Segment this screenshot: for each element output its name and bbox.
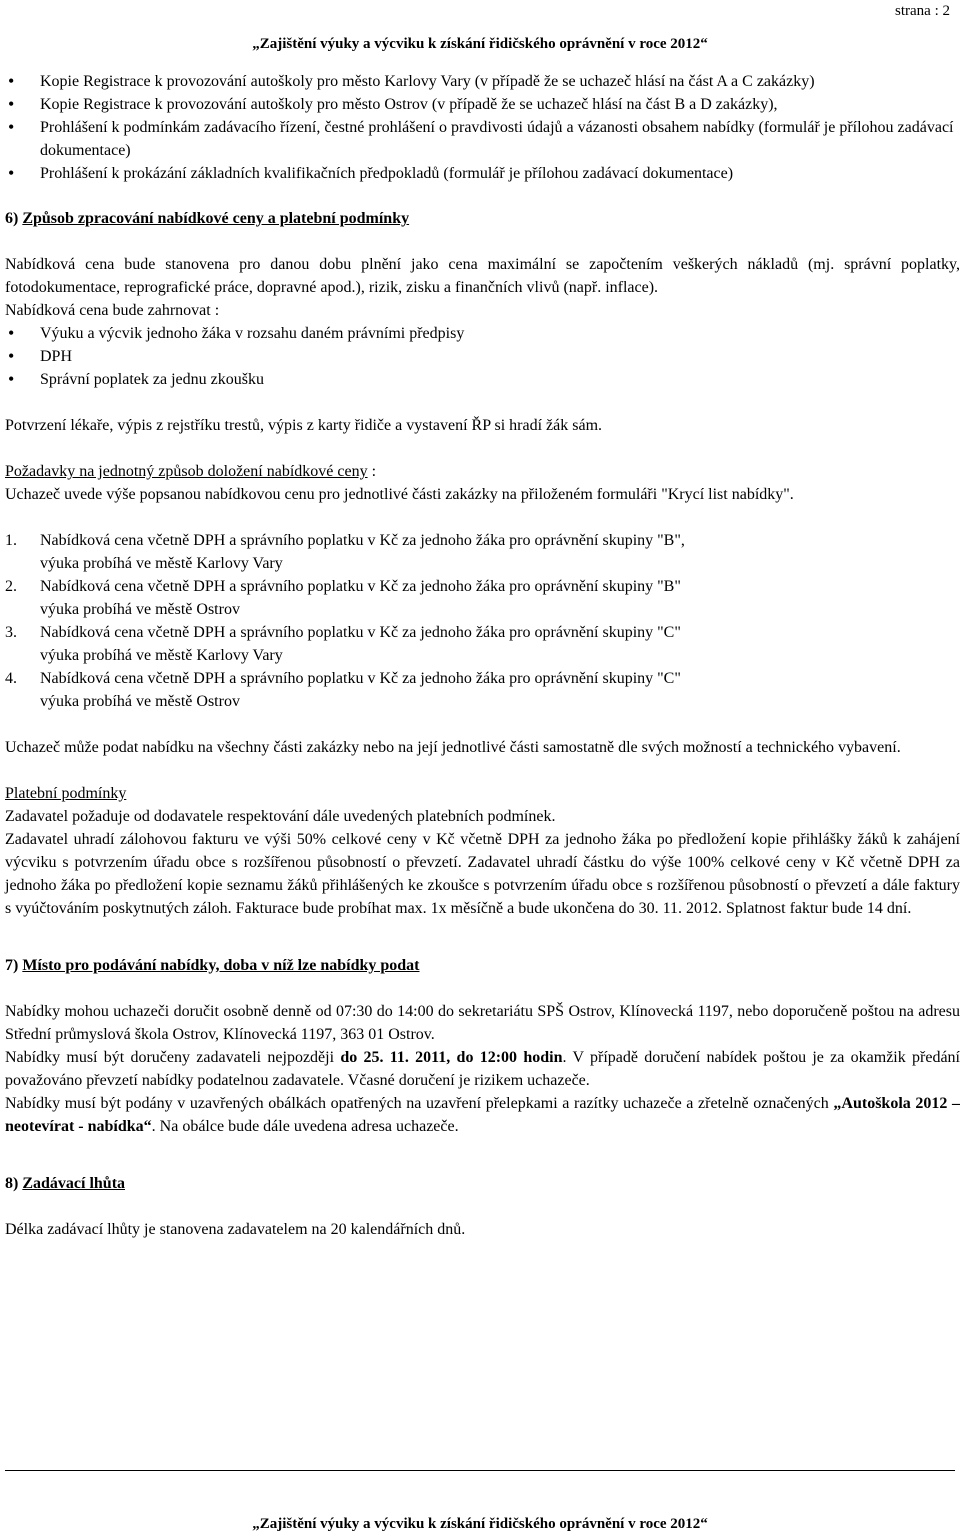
section-7-heading	[5, 954, 960, 977]
deadline-text: do 25. 11. 2011, do 12:00 hodin	[340, 1049, 563, 1066]
item-line: Nabídková cena včetně DPH a správního poplatku v Kč za jednoho žáka pro oprávnění skupiny "C"	[40, 624, 681, 641]
requirements-heading	[5, 460, 960, 483]
item-line: výuka probíhá ve městě Ostrov	[40, 693, 240, 710]
paragraph: Potvrzení lékaře, výpis z rejstříku trestů, výpis z karty řidiče a vystavení ŘP si hradí žák sám.	[5, 417, 603, 434]
section-number: 6)	[5, 210, 19, 227]
list-item: • Prohlášení k prokázání základních kvalifikačních předpokladů (formulář je přílohou zadávací dokumentace)	[5, 162, 960, 185]
footer-subtitle: „Zajištění výuky a výcviku k získání řidičského oprávnění v roce 2012“	[252, 1516, 708, 1532]
item-line: výuka probíhá ve městě Ostrov	[40, 601, 240, 618]
item-line: Nabídková cena včetně DPH a správního poplatku v Kč za jednoho žáka pro oprávnění skupiny "C"	[40, 670, 681, 687]
page-header	[0, 16, 960, 54]
list-item: • Správní poplatek za jednu zkoušku	[5, 368, 960, 391]
text-run: . Na obálce bude dále uvedena adresa uchazeče.	[151, 1118, 459, 1135]
item-line: Nabídková cena včetně DPH a správního poplatku v Kč za jednoho žáka pro oprávnění skupiny "B",	[40, 532, 685, 549]
item-line: výuka probíhá ve městě Karlovy Vary	[40, 555, 283, 572]
list-item: • Kopie Registrace k provozování autoškoly pro město Ostrov (v případě že se uchazeč hlásí na část B a D zakázky),	[5, 93, 960, 116]
envelope-label: „Autoškola 2012 – neotevírat - nabídka“	[5, 1095, 960, 1135]
section-title: Způsob zpracování nabídkové ceny a platební podmínky	[22, 210, 410, 227]
item-number: 3.	[5, 624, 17, 641]
list-item	[5, 529, 960, 575]
item-number: 1.	[5, 532, 17, 549]
header-subtitle: „Zajištění výuky a výcviku k získání řidičského oprávnění v roce 2012“	[252, 36, 708, 52]
list-item: • Kopie Registrace k provozování autoškoly pro město Karlovy Vary (v případě že se uchazeč hlásí na část A a C zakázky)	[5, 70, 960, 93]
paragraph: Uchazeč může podat nabídku na všechny části zakázky nebo na její jednotlivé části samostatně dle svých možností a technického vybavení.	[5, 739, 901, 756]
paragraph: Nabídková cena bude stanovena pro danou dobu plnění jako cena maximální se započtením veškerých nákladů (mj. správní poplatky, fotodokumentace, reprografické práce, dopravné apod.), rizik, zisku a finančních vlivů (např. inflace).	[5, 256, 960, 296]
item-line: Nabídková cena včetně DPH a správního poplatku v Kč za jednoho žáka pro oprávnění skupiny "B"	[40, 578, 681, 595]
section-6-heading	[5, 207, 960, 230]
text-run: Nabídky musí být doručeny zadavateli nejpozději	[5, 1049, 341, 1066]
section-title: Místo pro podávání nabídky, doba v níž lze nabídky podat	[22, 957, 420, 974]
page-number: strana : 2	[895, 3, 950, 19]
paragraph: Nabídková cena bude zahrnovat :	[5, 302, 220, 319]
item-number: 4.	[5, 670, 17, 687]
section-number: 7)	[5, 957, 19, 974]
paragraph: Zadavatel požaduje od dodavatele respektování dále uvedených platebních podmínek.	[5, 808, 556, 825]
list-item: • Výuku a výcvik jednoho žáka v rozsahu daném právními předpisy	[5, 322, 960, 345]
footer-divider	[5, 1470, 955, 1471]
text-run: . V případě doručení nabídek poštou je za okamžik předání považováno převzetí nabídky podatelnou zadavatele. Včasné doručení je rizikem uchazeče.	[5, 1049, 960, 1089]
subheading: Požadavky na jednotný způsob doložení nabídkové ceny	[5, 463, 368, 480]
list-item: • DPH	[5, 345, 960, 368]
section-8-heading	[5, 1172, 960, 1195]
attachment-list	[5, 70, 960, 185]
paragraph	[5, 1046, 960, 1092]
subheading-colon: :	[367, 463, 377, 480]
price-includes-list	[5, 322, 960, 391]
list-item	[5, 667, 960, 713]
section-title: Zadávací lhůta	[22, 1175, 126, 1192]
list-item	[5, 575, 960, 621]
list-item	[5, 621, 960, 667]
text-run: Nabídky musí být podány v uzavřených obálkách opatřených na uzavření přelepkami a razítky uchazeče a zřetelně označených	[5, 1095, 834, 1112]
list-item: • Prohlášení k podmínkám zadávacího řízení, čestné prohlášení o pravdivosti údajů a vázanosti obsahem nabídky (formulář je přílohou zadávací dokumentace)	[5, 116, 960, 162]
paragraph: Zadavatel uhradí zálohovou fakturu ve výši 50% celkové ceny v Kč včetně DPH za jednoho žáka po předložení kopie přihlášky žáků k zahájení výcviku s potvrzením úřadu obce s rozšířenou působností o převzetí. Zadavatel uhradí částku do výše 100% celkové ceny v Kč včetně DPH za jednoho žáka po předložení kopie seznamu žáků přihlášených ke zkoušce s potvrzením úřadu obce s rozšířenou působností o převzetí a dále faktury s vyúčtováním poskytnutých záloh. Fakturace bude probíhat max. 1x měsíčně a bude ukončena do 30. 11. 2012. Splatnost faktur bude 14 dní.	[5, 831, 960, 917]
item-line: výuka probíhá ve městě Karlovy Vary	[40, 647, 283, 664]
price-items-list	[5, 529, 960, 713]
page-footer	[0, 1496, 960, 1534]
paragraph: Nabídky mohou uchazeči doručit osobně denně od 07:30 do 14:00 do sekretariátu SPŠ Ostrov, Klínovecká 1197, nebo doporučeně poštou na adresu Střední průmyslová škola Ostrov, Klínovecká 1197, 363 01 Ostrov.	[5, 1003, 960, 1043]
footer-label: Veřejná zakázka:	[424, 1497, 536, 1513]
paragraph: Délka zadávací lhůty je stanovena zadavatelem na 20 kalendářních dnů.	[5, 1221, 466, 1238]
paragraph: Uchazeč uvede výše popsanou nabídkovou cenu pro jednotlivé části zakázky na přiloženém formuláři "Krycí list nabídky".	[5, 486, 794, 503]
document-body	[5, 70, 960, 1241]
payment-heading: Platební podmínky	[5, 785, 127, 802]
item-number: 2.	[5, 578, 17, 595]
paragraph	[5, 1092, 960, 1138]
header-title: Zadávací řízení	[430, 17, 530, 33]
section-number: 8)	[5, 1175, 19, 1192]
